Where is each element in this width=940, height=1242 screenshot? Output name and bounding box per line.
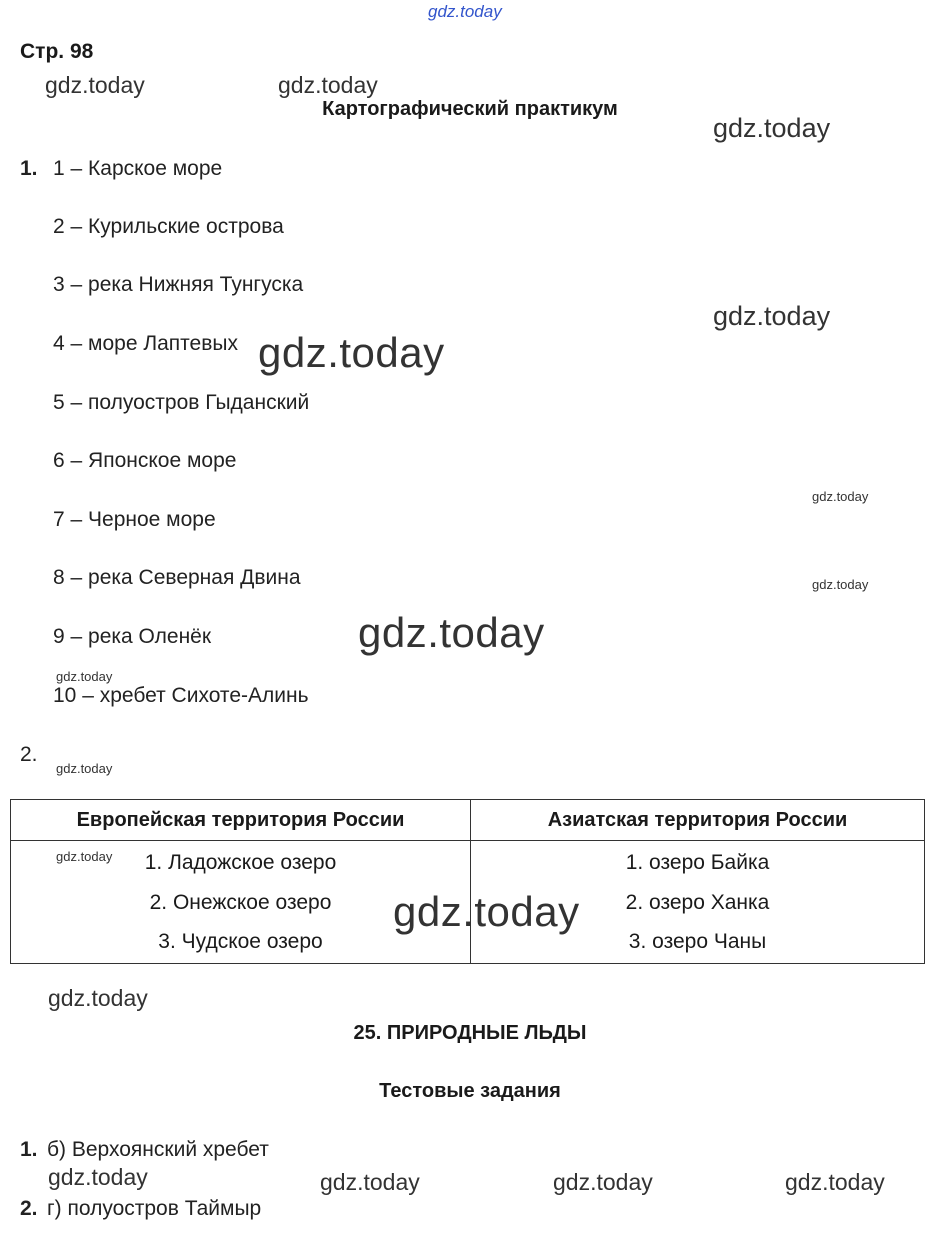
table-cell-line: 3. Чудское озеро <box>158 930 323 953</box>
list-item: 4 – море Лаптевых <box>53 332 238 355</box>
answer-text: б) Верхоянский хребет <box>47 1138 269 1161</box>
answer-number: 1. <box>20 1138 38 1161</box>
watermark: gdz.today <box>56 669 113 684</box>
watermark: gdz.today <box>358 609 545 656</box>
watermark: gdz.today <box>48 1164 148 1190</box>
list-item: 9 – река Оленёк <box>53 625 212 648</box>
table-cell-line: 1. озеро Байка <box>625 851 770 874</box>
answer-number: 2. <box>20 1197 38 1220</box>
list-item: 6 – Японское море <box>53 449 237 472</box>
watermark: gdz.today <box>56 849 113 864</box>
watermark: gdz.today <box>812 577 869 592</box>
column-header: Европейская территория России <box>11 800 471 841</box>
task-number: 2. <box>20 743 38 766</box>
list-item: 7 – Черное море <box>53 508 216 531</box>
watermark: gdz.today <box>553 1169 653 1195</box>
list-item: 2 – Курильские острова <box>53 215 284 238</box>
page-reference: Стр. 98 <box>20 40 94 63</box>
list-item: 10 – хребет Сихоте-Алинь <box>53 684 309 707</box>
watermark: gdz.today <box>56 761 113 776</box>
list-item: 5 – полуостров Гыданский <box>53 391 310 414</box>
table-header-row <box>11 800 925 841</box>
list-item: 1 – Карское море <box>53 157 223 180</box>
lakes-table <box>10 799 925 964</box>
watermark: gdz.today <box>393 888 580 935</box>
watermark: gdz.today <box>278 72 378 98</box>
watermark: gdz.today <box>48 985 148 1011</box>
section-subtitle-tests: Тестовые задания <box>379 1080 561 1102</box>
watermark: gdz.today <box>320 1169 420 1195</box>
task-number: 1. <box>20 157 38 180</box>
watermark: gdz.today <box>713 301 831 331</box>
list-item: 3 – река Нижняя Тунгуска <box>53 273 304 296</box>
table-cell-line: 1. Ладожское озеро <box>144 851 337 874</box>
list-item: 8 – река Северная Двина <box>53 566 301 589</box>
watermark: gdz.today <box>812 489 869 504</box>
answer-text: г) полуостров Таймыр <box>47 1197 262 1220</box>
table-cell-line: 2. озеро Ханка <box>625 890 770 914</box>
section-title-cartography: Картографический практикум <box>322 98 618 120</box>
watermark: gdz.today <box>785 1169 885 1195</box>
watermark: gdz.today <box>45 72 145 98</box>
column-header: Азиатская территория России <box>471 800 925 841</box>
watermark: gdz.today <box>713 113 831 143</box>
section-title-ice: 25. ПРИРОДНЫЕ ЛЬДЫ <box>353 1022 587 1044</box>
table-cell-line: 3. озеро Чаны <box>628 930 767 953</box>
watermark: gdz.today <box>258 329 445 376</box>
watermark-top: gdz.today <box>428 2 502 21</box>
table-cell-line: 2. Онежское озеро <box>149 890 332 914</box>
